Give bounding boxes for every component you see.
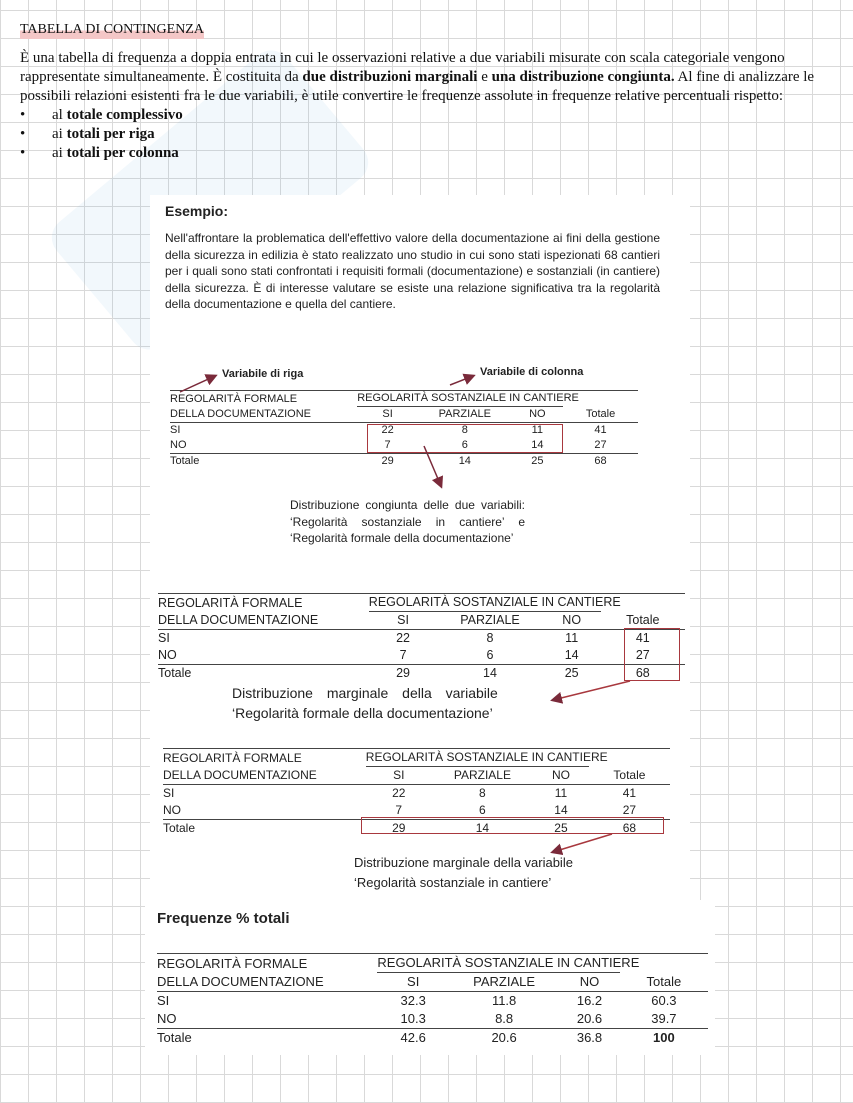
- bold-text: una distribuzione congiunta.: [491, 69, 675, 85]
- column-header: DELLA DOCUMENTAZIONE: [170, 408, 311, 420]
- table-cell: 41: [635, 631, 650, 645]
- column-header: SI: [393, 768, 405, 782]
- column-variable-header: REGOLARITÀ SOSTANZIALE IN CANTIERE: [377, 954, 619, 973]
- table-cell: 14: [458, 455, 471, 467]
- text: ai: [52, 145, 63, 161]
- column-header: DELLA DOCUMENTAZIONE: [158, 613, 319, 627]
- table-cell: 36.8: [576, 1030, 603, 1045]
- page-title: TABELLA DI CONTINGENZA: [20, 22, 204, 37]
- bold-text: totali per colonna: [66, 145, 179, 161]
- table-cell: 11: [554, 786, 568, 800]
- example-text: Nell'affrontare la problematica dell'effettivo valore della documentazione ai fini della gestione della sicurezza in edilizia è stato realizzato uno studio in cui sono stati ispezionati 68 cantieri per i quali sono stati confrontati i requisiti formali (documentazione) e sostanziali (in cantiere) della sicurezza. È di interesse valutare se esiste una relazione significativa tra la regolarità della documentazione e quella del cantiere.: [165, 231, 660, 311]
- table-cell: 68: [635, 666, 650, 680]
- table-cell: 100: [653, 1030, 675, 1045]
- column-variable-label: Variabile di colonna: [480, 366, 584, 378]
- column-marginal-note-1: Distribuzione marginale della variabile: [354, 855, 573, 870]
- table-cell: 60.3: [651, 993, 677, 1008]
- row-marginal-note-2: ‘Regolarità formale della documentazione’: [232, 705, 493, 721]
- row-marginal-note-1: Distribuzione marginale della variabile: [232, 685, 498, 701]
- bold-text: totale complessivo: [66, 107, 183, 123]
- row-variable-label: Variabile di riga: [222, 368, 304, 380]
- bullet-item: • ai totali per riga: [20, 126, 155, 142]
- table-cell: 8: [479, 786, 486, 800]
- column-header: Totale: [646, 974, 682, 989]
- column-header: Totale: [626, 613, 660, 627]
- column-header: SI: [407, 974, 420, 989]
- table-cell: 22: [396, 631, 410, 645]
- column-header: DELLA DOCUMENTAZIONE: [163, 768, 317, 782]
- table-cell: 6: [461, 439, 468, 451]
- column-header: SI: [382, 408, 393, 420]
- table-cell: 27: [635, 648, 650, 662]
- bullet-item: • ai totali per colonna: [20, 145, 179, 161]
- text: È una tabella di frequenza a doppia entrata in cui le osservazioni relative a due variabili misurate con scala categoriale vengono rappresentate simultaneamente. È costituita da: [20, 50, 785, 85]
- column-header: DELLA DOCUMENTAZIONE: [157, 974, 324, 989]
- table-cell: 8: [486, 631, 494, 645]
- table-cell: 27: [594, 439, 607, 451]
- table-cell: 8.8: [495, 1011, 514, 1026]
- arrow-row-variable: [180, 376, 215, 392]
- row-variable-header: REGOLARITÀ FORMALE: [158, 596, 303, 610]
- table-cell: 7: [399, 648, 407, 662]
- table-cell: 41: [594, 424, 607, 436]
- row-label: Totale: [170, 455, 200, 467]
- row-label: SI: [157, 993, 170, 1008]
- table-cell: 22: [392, 786, 406, 800]
- arrow-row-marginal: [553, 681, 630, 700]
- column-header: PARZIALE: [460, 613, 520, 627]
- bullet-item: • al totale complessivo: [20, 107, 183, 123]
- table-cell: 7: [384, 439, 391, 451]
- bold-text: totali per riga: [66, 126, 155, 142]
- column-marginal-note-2: ‘Regolarità sostanziale in cantiere’: [354, 875, 552, 890]
- joint-distribution-note: Distribuzione congiunta delle due variabili: ‘Regolarità sostanziale in cantiere’ e ‘Regolarità formale della documentazione’: [290, 498, 525, 545]
- row-label: Totale: [157, 1030, 192, 1045]
- table-cell: 29: [381, 455, 394, 467]
- text: ai: [52, 126, 63, 142]
- table-cell: 8: [461, 424, 468, 436]
- row-variable-header: REGOLARITÀ FORMALE: [163, 751, 302, 765]
- table-cell: 20.6: [576, 1011, 603, 1026]
- column-header: NO: [551, 768, 570, 782]
- table-cell: 7: [395, 803, 403, 817]
- table-cell: 29: [396, 666, 410, 680]
- row-label: NO: [157, 1011, 177, 1026]
- table-cell: 14: [531, 439, 544, 451]
- table-cell: 25: [531, 455, 544, 467]
- row-label: NO: [163, 803, 181, 817]
- table-cell: 68: [622, 821, 637, 835]
- table-cell: 14: [475, 821, 490, 835]
- example-heading: Esempio:: [165, 203, 229, 219]
- table-cell: 11.8: [491, 993, 517, 1008]
- row-variable-header: REGOLARITÀ FORMALE: [157, 956, 308, 971]
- table-cell: 6: [486, 648, 494, 662]
- table-cell: 41: [622, 786, 637, 800]
- table-cell: 20.6: [491, 1030, 517, 1045]
- table-cell: 10.3: [400, 1011, 426, 1026]
- text: e: [477, 69, 492, 85]
- row-variable-header: REGOLARITÀ FORMALE: [170, 393, 298, 405]
- table-cell: 16.2: [576, 993, 603, 1008]
- text: Al fine di analizzare le possibili relazioni esistenti fra le due variabili, è utile convertire le frequenze assolute in frequenze relative percentuali rispetto:: [20, 69, 815, 104]
- column-variable-header: REGOLARITÀ SOSTANZIALE IN CANTIERE: [369, 594, 601, 612]
- column-header: NO: [529, 408, 546, 420]
- column-variable-header: REGOLARITÀ SOSTANZIALE IN CANTIERE: [357, 391, 563, 407]
- row-label: NO: [158, 648, 177, 662]
- row-label: SI: [163, 786, 175, 800]
- table-cell: 25: [554, 821, 568, 835]
- table-cell: 42.6: [400, 1030, 426, 1045]
- row-label: Totale: [158, 666, 192, 680]
- table-cell: 11: [565, 631, 579, 645]
- text: al: [52, 107, 63, 123]
- arrow-joint: [424, 446, 441, 486]
- row-label: SI: [158, 631, 170, 645]
- table-cell: 68: [594, 455, 607, 467]
- table-cell: 39.7: [651, 1011, 677, 1026]
- table-cell: 6: [479, 803, 486, 817]
- row-label: NO: [170, 439, 187, 451]
- arrow-column-variable: [450, 376, 473, 385]
- arrow-column-marginal: [553, 834, 612, 852]
- column-header: Totale: [613, 768, 646, 782]
- row-label: Totale: [163, 821, 196, 835]
- table-cell: 11: [531, 424, 544, 436]
- table-cell: 27: [622, 803, 637, 817]
- column-variable-header: REGOLARITÀ SOSTANZIALE IN CANTIERE: [366, 749, 589, 767]
- bold-text: due distribuzioni marginali: [302, 69, 478, 85]
- column-header: PARZIALE: [473, 974, 536, 989]
- column-header: NO: [579, 974, 600, 989]
- row-label: SI: [170, 424, 181, 436]
- table-cell: 25: [564, 666, 579, 680]
- column-header: SI: [397, 613, 409, 627]
- column-header: Totale: [585, 408, 616, 420]
- table-cell: 14: [554, 803, 568, 817]
- table-cell: 22: [381, 424, 394, 436]
- table-cell: 29: [392, 821, 406, 835]
- table-cell: 32.3: [400, 993, 426, 1008]
- column-header: PARZIALE: [453, 768, 511, 782]
- table-cell: 14: [483, 666, 497, 680]
- column-header: PARZIALE: [438, 408, 491, 420]
- frequency-title: Frequenze % totali: [157, 910, 290, 927]
- column-header: NO: [562, 613, 582, 627]
- table-cell: 14: [564, 648, 579, 662]
